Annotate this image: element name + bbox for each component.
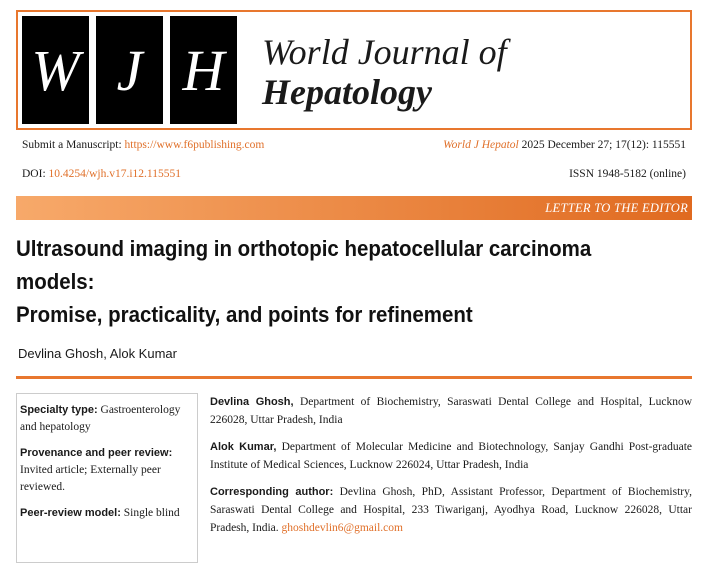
provenance-value: Invited article; Externally peer reviewed. xyxy=(20,464,161,493)
corresponding-email-link[interactable]: ghoshdevlin6@gmail.com xyxy=(281,522,403,534)
doi-link[interactable]: 10.4254/wjh.v17.i12.115551 xyxy=(48,168,181,180)
affiliation-2 xyxy=(210,438,692,474)
affiliation-1-text: Department of Biochemistry, Saraswati Dental College and Hospital, Lucknow 226028, Uttar Pradesh, India xyxy=(210,396,693,426)
specialty-value: Gastroenterology and hepatology xyxy=(20,404,181,433)
submit-line xyxy=(22,139,264,151)
author-list: Devlina Ghosh, Alok Kumar xyxy=(18,346,177,361)
citation-line xyxy=(443,139,686,151)
article-title xyxy=(16,232,658,331)
article-info-sidebar xyxy=(16,393,198,563)
article-title-line1: Ultrasound imaging in orthotopic hepatocellular carcinoma models: xyxy=(16,236,592,294)
model-value: Single blind xyxy=(123,507,180,519)
peer-review-model xyxy=(20,505,194,522)
corresponding-text: Devlina Ghosh, PhD, Assistant Professor, Department of Biochemistry, Saraswati Dental College and Hospital, 233 Tiwariganj, Ayodhya Road, Lucknow 226028, Uttar Pradesh, India. xyxy=(210,486,693,534)
affiliation-1-name: Devlina Ghosh, xyxy=(210,396,294,408)
author-affiliations xyxy=(210,393,692,546)
article-title-line2: Promise, practicality, and points for refinement xyxy=(16,302,473,327)
section-divider xyxy=(16,376,692,379)
provenance xyxy=(20,445,194,496)
specialty-type xyxy=(20,402,194,436)
logo-letter-h: H xyxy=(170,16,237,124)
section-band xyxy=(16,196,692,220)
journal-masthead xyxy=(16,10,692,130)
submit-link[interactable]: https://www.f6publishing.com xyxy=(124,139,265,151)
affiliation-1 xyxy=(210,393,692,429)
logo-letter-w: W xyxy=(22,16,89,124)
doi-label: DOI: xyxy=(22,168,46,180)
logo-letter-j: J xyxy=(96,16,163,124)
affiliation-2-name: Alok Kumar, xyxy=(210,441,277,453)
model-label: Peer-review model: xyxy=(20,507,121,519)
doi-line xyxy=(22,168,181,180)
journal-title-line2: Hepatology xyxy=(262,72,432,112)
citation-journal: World J Hepatol xyxy=(443,139,519,151)
specialty-label: Specialty type: xyxy=(20,404,98,416)
provenance-label: Provenance and peer review: xyxy=(20,447,173,459)
journal-title xyxy=(262,32,507,112)
submit-label: Submit a Manuscript: xyxy=(22,139,122,151)
journal-title-line1: World Journal of xyxy=(262,32,507,72)
corresponding-author xyxy=(210,483,692,537)
issn: ISSN 1948-5182 (online) xyxy=(569,168,686,180)
section-label: LETTER TO THE EDITOR xyxy=(545,201,688,215)
citation-details: 2025 December 27; 17(12): 115551 xyxy=(518,139,686,151)
corresponding-label: Corresponding author: xyxy=(210,486,334,498)
affiliation-2-text: Department of Molecular Medicine and Biotechnology, Sanjay Gandhi Post-graduate Institute of Medical Sciences, Lucknow 226024, Uttar Pradesh, India xyxy=(210,441,693,471)
